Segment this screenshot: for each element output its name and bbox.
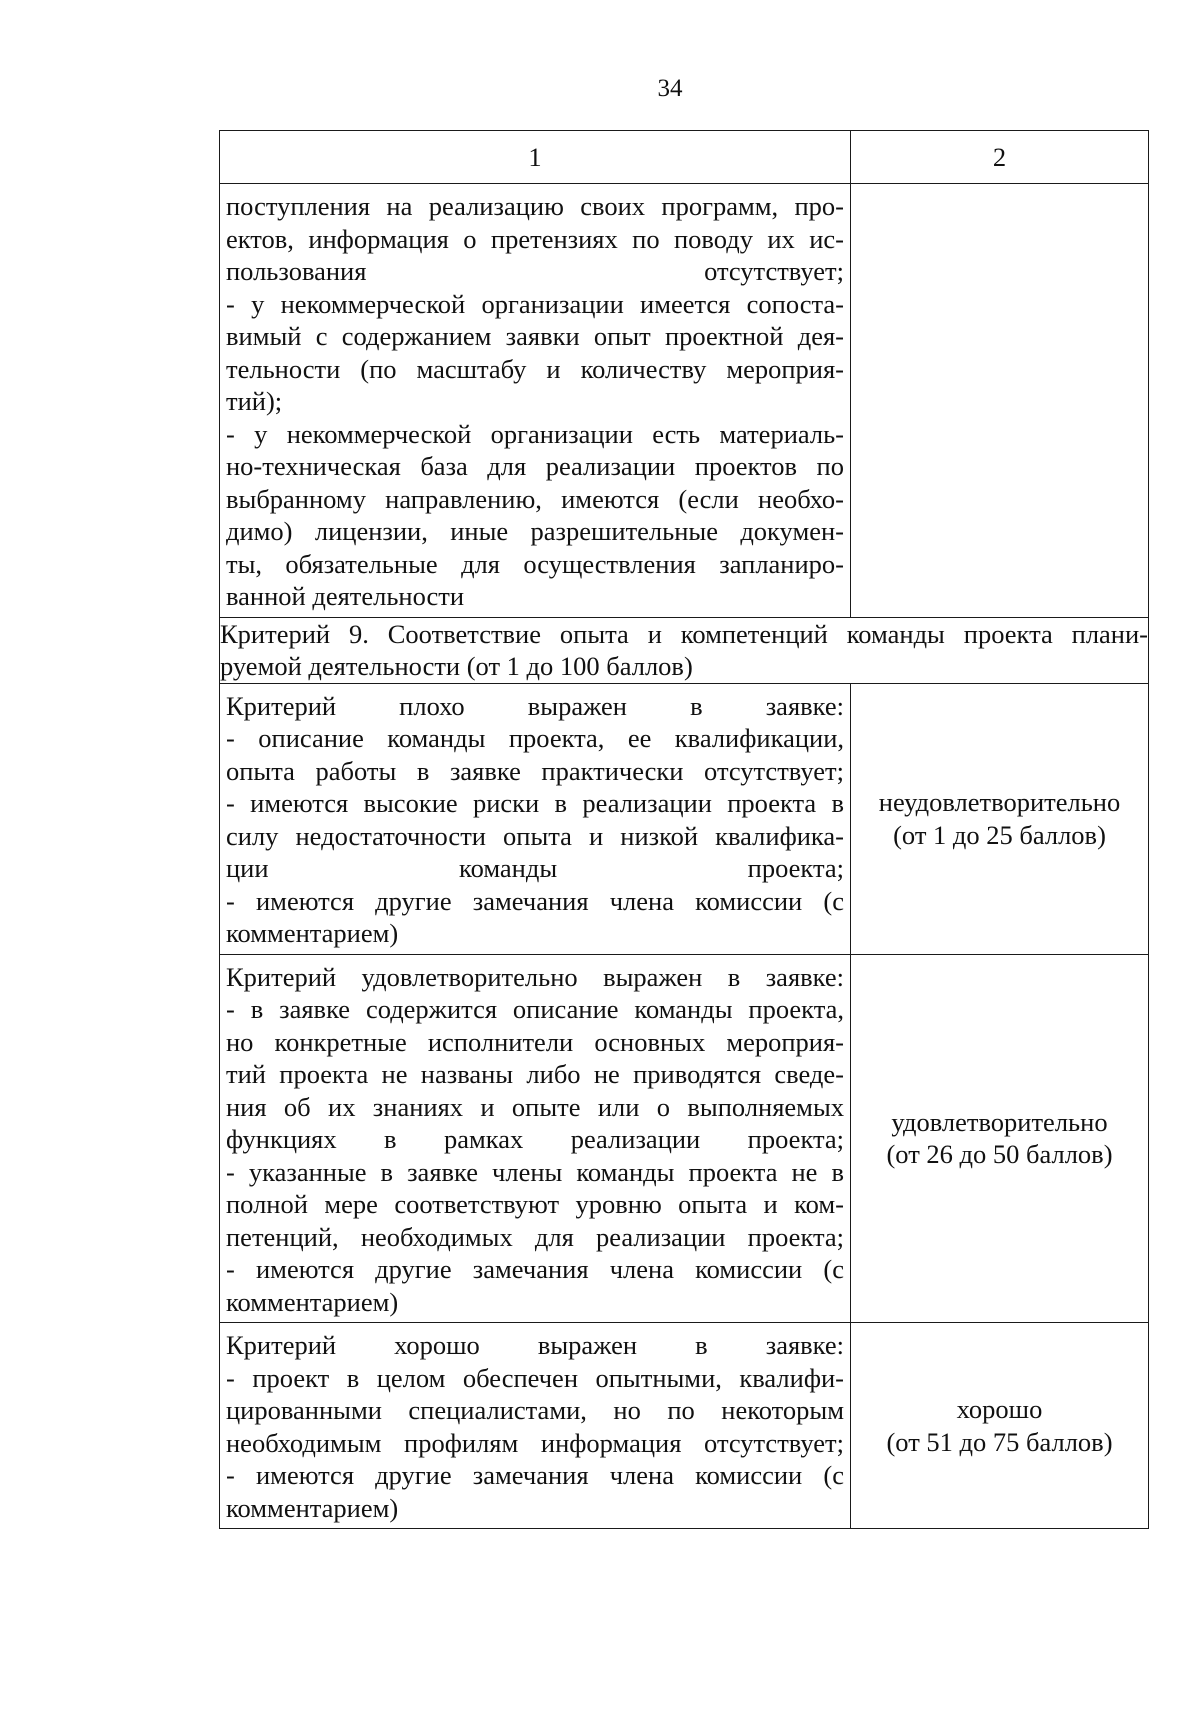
criterion-title-cell <box>220 617 1149 683</box>
text-line: - проект в целом обеспечен опытными, квалифи- <box>226 1362 844 1393</box>
row-2-range: (от 26 до 50 баллов) <box>886 1139 1113 1170</box>
text-line: комментарием) <box>226 1492 399 1523</box>
text-line: тельности (по масштабу и количеству мероприя- <box>226 353 844 384</box>
text-line: комментарием) <box>226 1286 399 1317</box>
row-2-description <box>220 955 850 1323</box>
text-line: ектов, информация о претензиях по поводу их ис- <box>226 223 844 254</box>
text-line: димо) лицензии, иные разрешительные докумен- <box>226 516 844 546</box>
criterion-title-row <box>220 617 1149 683</box>
text-line: пользования отсутствует; <box>226 256 844 286</box>
text-line: ния об их знаниях и опыте или о выполняемых <box>226 1091 844 1122</box>
text-line: - имеются другие замечания члена комиссии (с <box>226 885 844 916</box>
continuation-row <box>220 184 1149 618</box>
row-1-rating: неудовлетворительно <box>878 787 1121 817</box>
continuation-text <box>220 184 850 617</box>
row-1-range: (от 1 до 25 баллов) <box>893 819 1106 850</box>
text-line: цированными специалистами, но по некоторым <box>226 1395 844 1425</box>
text-line: ции команды проекта; <box>226 853 844 883</box>
text-line: поступления на реализацию своих программ, про- <box>226 191 844 221</box>
text-line: Критерий хорошо выражен в заявке: <box>226 1330 844 1360</box>
text-line: вимый с содержанием заявки опыт проектной дея- <box>226 321 844 351</box>
text-line: - у некоммерческой организации есть материаль- <box>226 418 844 449</box>
continuation-empty-cell <box>851 184 1149 618</box>
table-header-row <box>220 131 1149 184</box>
text-line: но-техническая база для реализации проектов по <box>226 451 844 481</box>
text-line: - имеются высокие риски в реализации проекта в <box>226 788 844 818</box>
table-row <box>220 683 1149 954</box>
row-1-description <box>220 684 850 954</box>
text-line: но конкретные исполнители основных мероприя- <box>226 1026 844 1057</box>
continuation-cell <box>220 184 851 618</box>
table-row <box>220 1323 1149 1529</box>
text-line: петенций, необходимых для реализации проекта; <box>226 1221 844 1252</box>
table-row <box>220 954 1149 1323</box>
text-line: - у некоммерческой организации имеется сопоста- <box>226 288 844 319</box>
text-line: силу недостаточности опыта и низкой квалифика- <box>226 820 844 851</box>
text-line: тий); <box>226 386 283 416</box>
row-3-range: (от 51 до 75 баллов) <box>886 1426 1113 1457</box>
row-3-rating-cell <box>851 1323 1149 1529</box>
text-line: - в заявке содержится описание команды проекта, <box>226 994 844 1024</box>
text-line: - имеются другие замечания члена комиссии (с <box>226 1460 844 1490</box>
text-line: Критерий 9. Соответствие опыта и компетенций команды проекта плани- <box>220 618 1148 649</box>
text-line: опыта работы в заявке практически отсутствует; <box>226 755 844 786</box>
text-line: ванной деятельности <box>226 581 465 611</box>
row-3-rating: хорошо <box>956 1394 1043 1424</box>
text-line: ты, обязательные для осуществления запланиро- <box>226 548 844 579</box>
page-number: 34 <box>657 75 683 102</box>
text-line: тий проекта не названы либо не приводятся сведе- <box>226 1059 844 1089</box>
text-line: - указанные в заявке члены команды проекта не в <box>226 1156 844 1187</box>
text-line: руемой деятельности (от 1 до 100 баллов) <box>220 651 693 681</box>
text-line: Критерий удовлетворительно выражен в заявке: <box>226 961 844 992</box>
row-2-rating: удовлетворительно <box>891 1106 1108 1137</box>
criteria-table <box>219 130 1149 1529</box>
column-1-header: 1 <box>220 131 851 184</box>
row-1-description-cell <box>220 683 851 954</box>
text-line: выбранному направлению, имеются (если необхо- <box>226 483 844 514</box>
row-3-description-cell <box>220 1323 851 1529</box>
row-1-rating-cell <box>851 683 1149 954</box>
row-3-description <box>220 1323 850 1528</box>
row-2-description-cell <box>220 954 851 1323</box>
row-2-rating-cell <box>851 954 1149 1323</box>
text-line: - имеются другие замечания члена комиссии (с <box>226 1254 844 1284</box>
text-line: комментарием) <box>226 918 399 948</box>
criterion-title <box>220 618 1148 683</box>
text-line: - описание команды проекта, ее квалификации, <box>226 723 844 753</box>
text-line: функциях в рамках реализации проекта; <box>226 1124 844 1154</box>
text-line: Критерий плохо выражен в заявке: <box>226 690 844 721</box>
column-2-header: 2 <box>851 131 1149 184</box>
text-line: полной мере соответствуют уровню опыта и ком- <box>226 1189 844 1219</box>
text-line: необходимым профилям информация отсутствует; <box>226 1427 844 1458</box>
